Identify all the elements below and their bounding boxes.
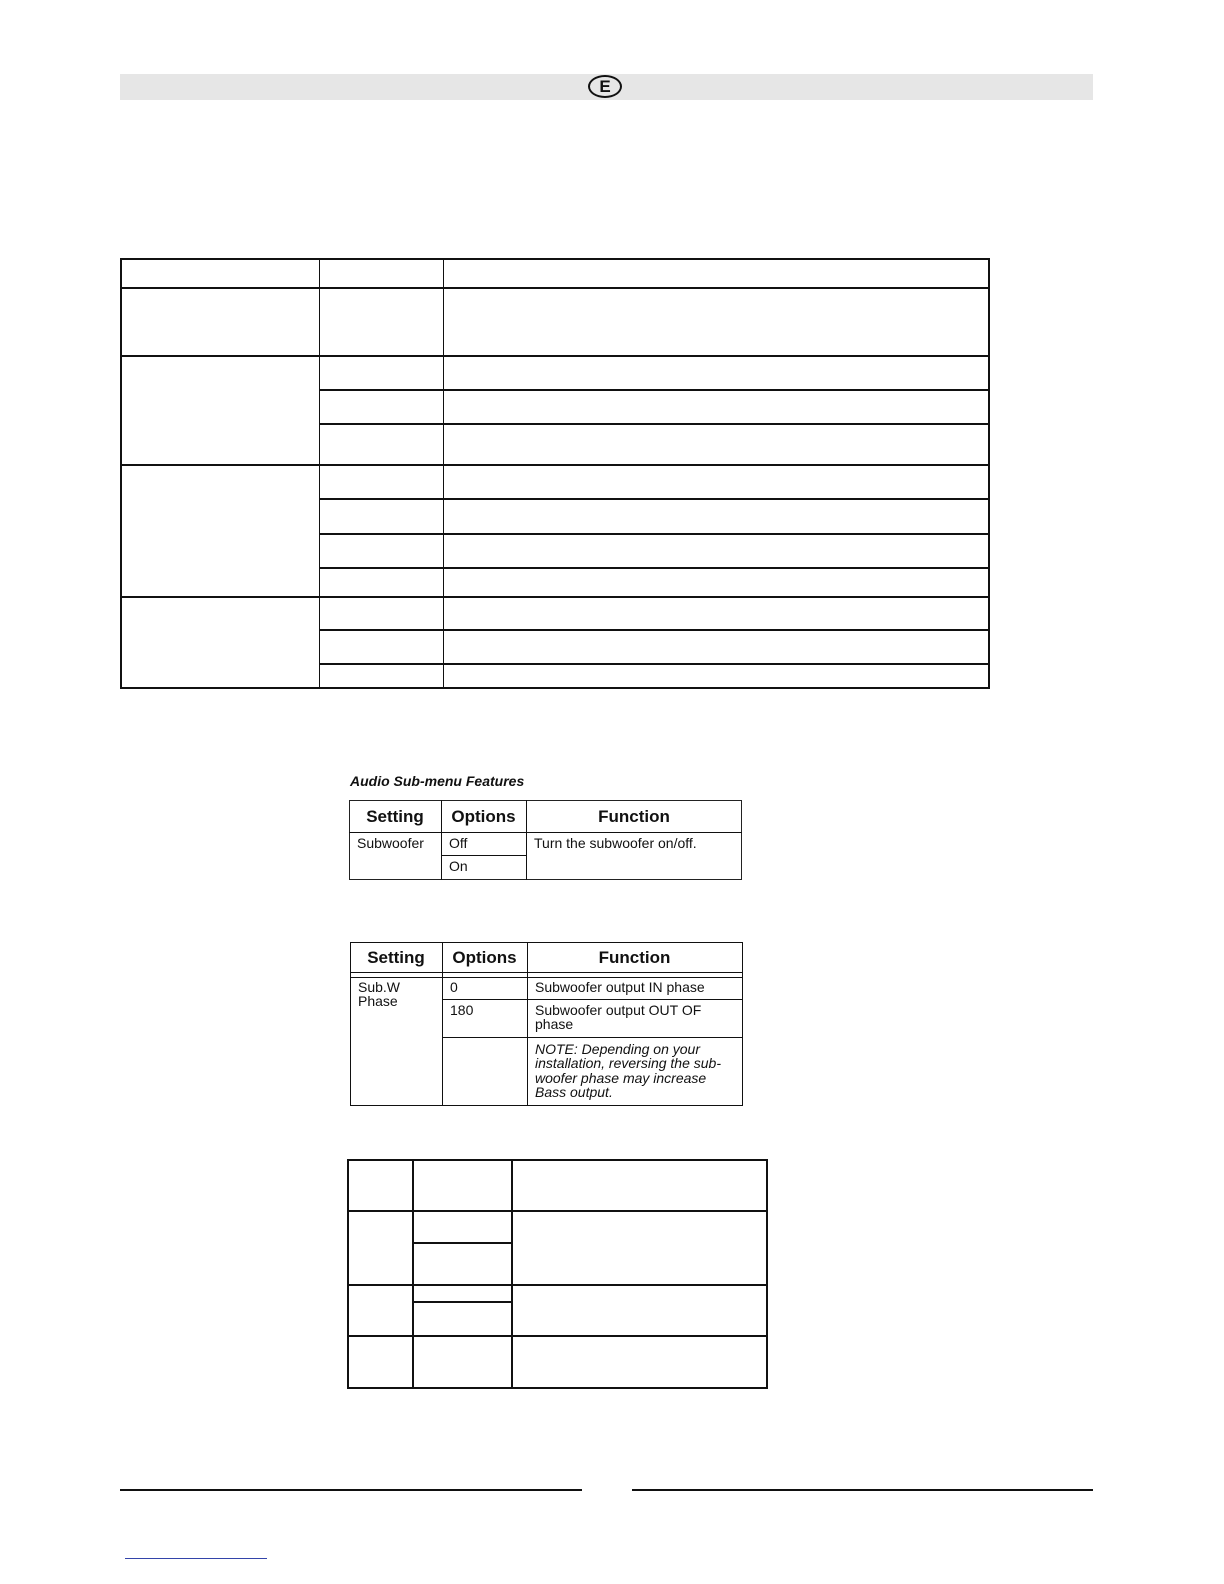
note-line: Bass output. xyxy=(535,1084,613,1100)
footer-rule-left xyxy=(120,1489,582,1491)
main-table-hline xyxy=(121,464,989,466)
option-180: 180 xyxy=(450,1002,474,1018)
empty-table-hline xyxy=(413,1301,512,1303)
header-options: Options xyxy=(451,807,516,826)
setting-subw: Sub.W xyxy=(358,979,401,995)
phase-table-bottom xyxy=(350,1105,743,1106)
main-table-hline xyxy=(319,533,989,535)
header-function: Function xyxy=(598,807,670,826)
option-on: On xyxy=(449,858,468,874)
main-table-hline xyxy=(121,287,989,289)
main-table-hline xyxy=(319,423,989,425)
empty-table-hline xyxy=(348,1210,767,1212)
note-line: woofer phase may increase xyxy=(535,1070,707,1086)
empty-table-vline xyxy=(412,1160,414,1388)
function-in-phase: Subwoofer output IN phase xyxy=(535,979,705,995)
main-table-vline xyxy=(319,259,320,688)
option-off: Off xyxy=(449,835,468,851)
empty-table-hline xyxy=(348,1284,767,1286)
function-out-phase-line2: phase xyxy=(535,1016,574,1032)
note-line: installation, reversing the sub- xyxy=(535,1055,721,1071)
language-badge: E xyxy=(588,75,622,98)
main-table-hline xyxy=(121,596,989,598)
phase-table-hline xyxy=(350,977,743,978)
main-table-hline xyxy=(319,663,989,665)
setting-subwoofer: Subwoofer xyxy=(357,835,424,851)
main-table-vline xyxy=(443,259,444,688)
subwoofer-table-hline xyxy=(349,832,742,833)
subwoofer-table-hline xyxy=(441,855,526,856)
main-table-border xyxy=(120,258,990,689)
note-line: NOTE: Depending on your xyxy=(535,1041,700,1057)
empty-table-vline xyxy=(511,1160,513,1388)
header-setting: Setting xyxy=(367,948,425,967)
phase-table-hline xyxy=(442,1037,743,1038)
footer-rule-right xyxy=(632,1489,1093,1491)
header-options: Options xyxy=(452,948,517,967)
header-setting: Setting xyxy=(366,807,424,826)
option-0: 0 xyxy=(450,979,458,995)
header-function: Function xyxy=(598,948,671,967)
main-table-hline xyxy=(319,389,989,391)
empty-table-border xyxy=(347,1159,768,1389)
setting-phase: Phase xyxy=(358,993,398,1009)
main-table-hline xyxy=(319,567,989,569)
phase-table-top xyxy=(350,942,743,943)
empty-table-hline xyxy=(348,1335,767,1337)
main-table-hline xyxy=(319,498,989,500)
phase-table-hline xyxy=(350,972,743,973)
footer-link-underline xyxy=(125,1558,267,1559)
function-subwoofer: Turn the subwoofer on/off. xyxy=(534,835,697,851)
function-out-phase-line1: Subwoofer output OUT OF xyxy=(535,1002,702,1018)
empty-table-hline xyxy=(413,1242,512,1244)
main-table-hline xyxy=(121,355,989,357)
main-table-hline xyxy=(319,629,989,631)
phase-table-right xyxy=(742,942,743,1106)
section-caption: Audio Sub-menu Features xyxy=(350,773,525,789)
phase-table-hline xyxy=(442,999,743,1000)
